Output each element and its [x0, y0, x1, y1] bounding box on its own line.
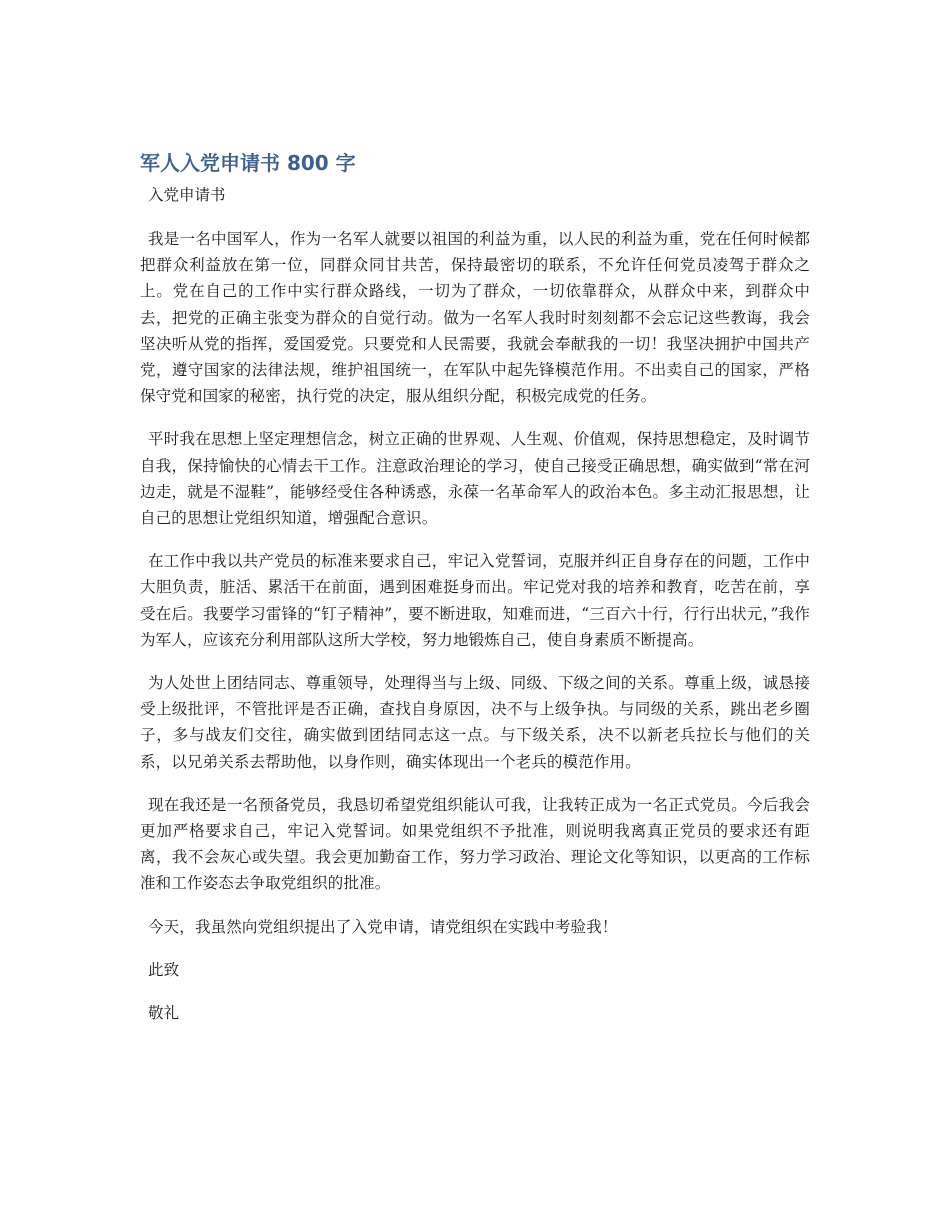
- closing-salutation: 此致: [148, 960, 180, 979]
- document-subtitle: 入党申请书: [148, 186, 226, 204]
- paragraph-2: 平时我在思想上坚定理想信念，树立正确的世界观、人生观、价值观，保持思想稳定，及时调节自我，保持愉快的心情去干工作。注意政治理论的学习，使自己接受正确思想，确实做到“常在河边走，就是不湿鞋”，能够经受住各种诱惑，永葆一名革命军人的政治本色。多主动汇报思想，让自己的思想让党组织知道，增强配合意识。: [140, 430, 810, 528]
- paragraph-4: 为人处世上团结同志、尊重领导，处理得当与上级、同级、下级之间的关系。尊重上级，诚恳接受上级批评，不管批评是否正确，查找自身原因，决不与上级争执。与同级的关系，跳出老乡圈子，多与战友们交往，确实做到团结同志这一点。与下级关系，决不以新老兵拉长与他们的关系，以兄弟关系去帮助他，以身作则，确实体现出一个老兵的模范作用。: [140, 674, 810, 771]
- page-title: 军人入党申请书 800 字: [140, 151, 356, 175]
- closing-regards: 敬礼: [148, 1004, 180, 1023]
- paragraph-3: 在工作中我以共产党员的标准来要求自己，牢记入党誓词，克服并纠正自身存在的问题，工作中大胆负责，脏活、累活干在前面，遇到困难挺身而出。牢记党对我的培养和教育，吃苦在前，享受在后。我要学习雷锋的“钉子精神”，要不断进取，知难而进，“三百六十行，行行出状元，”我作为军人，应该充分利用部队这所大学校，努力地锻炼自己，使自身素质不断提高。: [140, 552, 810, 649]
- paragraph-6: 今天，我虽然向党组织提出了入党申请，请党组织在实践中考验我！: [148, 917, 618, 936]
- paragraph-1: 我是一名中国军人，作为一名军人就要以祖国的利益为重，以人民的利益为重，党在任何时候都把群众利益放在第一位，同群众同甘共苦，保持最密切的联系，不允许任何党员凌驾于群众之上。党在自己的工作中实行群众路线，一切为了群众，一切依靠群众，从群众中来，到群众中去，把党的正确主张变为群众的自觉行动。做为一名军人我时时刻刻都不会忘记这些教诲，我会坚决听从党的指挥，爱国爱党。只要党和人民需要，我就会奉献我的一切！我坚决拥护中国共产党，遵守国家的法律法规，维护祖国统一，在军队中起先锋模范作用。不出卖自己的国家，严格保守党和国家的秘密，执行党的决定，服从组织分配，积极完成党的任务。: [140, 230, 810, 406]
- paragraph-5: 现在我还是一名预备党员，我恳切希望党组织能认可我，让我转正成为一名正式党员。今后我会更加严格要求自己，牢记入党誓词。如果党组织不予批准，则说明我离真正党员的要求还有距离，我不会灰心或失望。我会更加勤奋工作，努力学习政治、理论文化等知识，以更高的工作标准和工作姿态去争取党组织的批准。: [140, 795, 810, 893]
- document-page: [140, 148, 810, 1026]
